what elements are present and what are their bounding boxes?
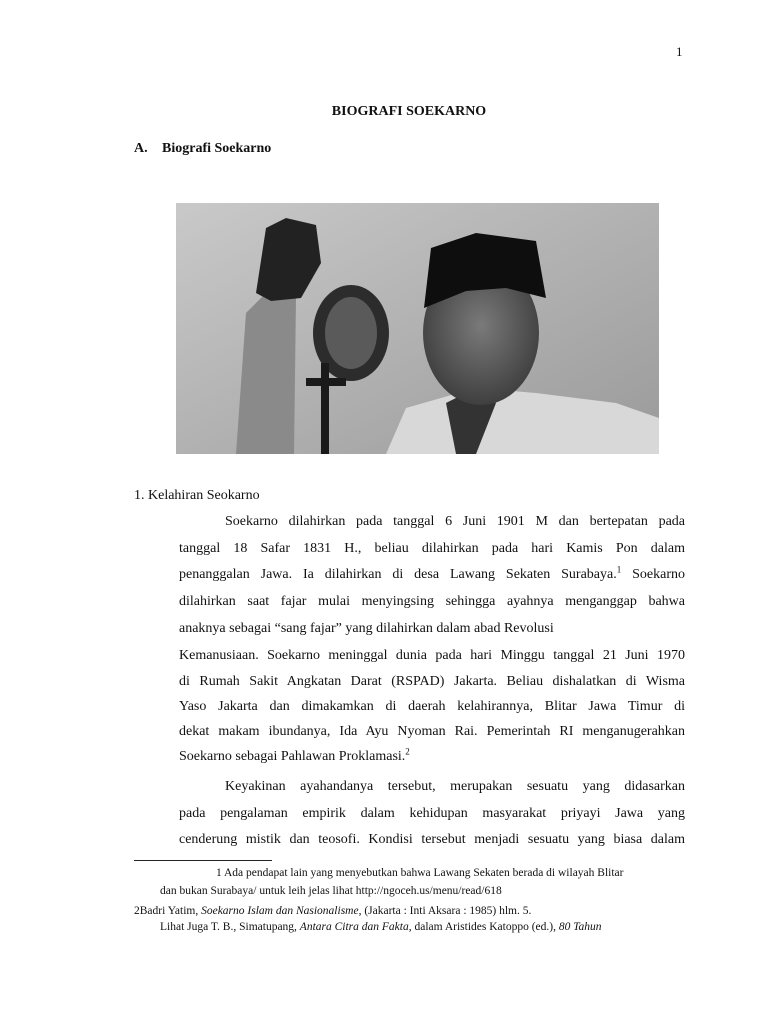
paragraph-line: Yaso Jakarta dan dimakamkan di daerah kelahirannya, Blitar Jawa Timur di (179, 699, 685, 714)
paragraph-line: cenderung mistik dan teosofi. Kondisi tersebut menjadi sesuatu yang biasa dalam (179, 832, 685, 847)
footnote-text: , (Jakarta : Inti Aksara : 1985) hlm. 5. (358, 905, 532, 917)
footnote-text: 2Badri Yatim, (134, 905, 202, 917)
footnote-ref-1[interactable]: 1 (616, 564, 622, 575)
paragraph-line: dilahirkan saat fajar mulai menyingsing sehingga ayahnya menganggap bahwa (179, 594, 685, 609)
footnote-book-title: Soekarno Islam dan Nasionalisme (201, 905, 359, 917)
section-number: A. (134, 141, 148, 156)
paragraph-line (179, 566, 685, 584)
footnote-1-line: 1 Ada pendapat lain yang menyebutkan bahwa Lawang Sekaten berada di wilayah Blitar (216, 867, 624, 879)
page-title: BIOGRAFI SOEKARNO (331, 104, 487, 119)
section-label: Biografi Soekarno (162, 141, 272, 156)
footnote-3 (160, 920, 602, 935)
footnote-book-title: 80 Tahun (558, 921, 602, 933)
footnote-1-line: dan bukan Surabaya/ untuk leih jelas lihat http://ngoceh.us/menu/read/618 (160, 885, 502, 897)
paragraph-text: Soekarno sebagai Pahlawan Proklamasi. (179, 749, 406, 764)
subsection-heading: 1. Kelahiran Seokarno (134, 488, 260, 503)
paragraph-text: Soekarno (621, 567, 685, 582)
paragraph-line: Kemanusiaan. Soekarno meninggal dunia pada hari Minggu tanggal 21 Juni 1970 (179, 648, 685, 663)
paragraph-text: penanggalan Jawa. Ia dilahirkan di desa Lawang Sekaten Surabaya. (179, 567, 617, 582)
paragraph-line: dekat makam ibundanya, Ida Ayu Nyoman Rai. Pemerintah RI menganugerahkan (179, 724, 685, 739)
paragraph-line: anaknya sebagai “sang fajar” yang dilahirkan dalam abad Revolusi (179, 621, 554, 636)
section-heading (134, 141, 271, 157)
paragraph-line: Keyakinan ayahandanya tersebut, merupakan sesuatu yang didasarkan (225, 779, 685, 794)
page-number: 1 (676, 44, 683, 59)
soekarno-photo (176, 203, 659, 454)
paragraph-line: Soekarno dilahirkan pada tanggal 6 Juni 1901 M dan bertepatan pada (225, 514, 685, 529)
paragraph-line: di Rumah Sakit Angkatan Darat (RSPAD) Jakarta. Beliau dishalatkan di Wisma (179, 674, 685, 689)
footnote-text: Lihat Juga T. B., Simatupang, (160, 921, 300, 933)
footnote-separator (134, 860, 272, 861)
paragraph-line: tanggal 18 Safar 1831 H., beliau dilahirkan pada hari Kamis Pon dalam (179, 541, 685, 556)
footnote-ref-2[interactable]: 2 (405, 746, 410, 757)
footnote-text: dalam Aristides Katoppo (ed.), (411, 921, 559, 933)
paragraph-line: pada pengalaman empirik dalam kehidupan masyarakat priyayi Jawa yang (179, 806, 685, 821)
footnote-2 (134, 904, 531, 919)
paragraph-line (179, 748, 685, 766)
footnote-book-title: Antara Citra dan Fakta, (299, 921, 412, 933)
